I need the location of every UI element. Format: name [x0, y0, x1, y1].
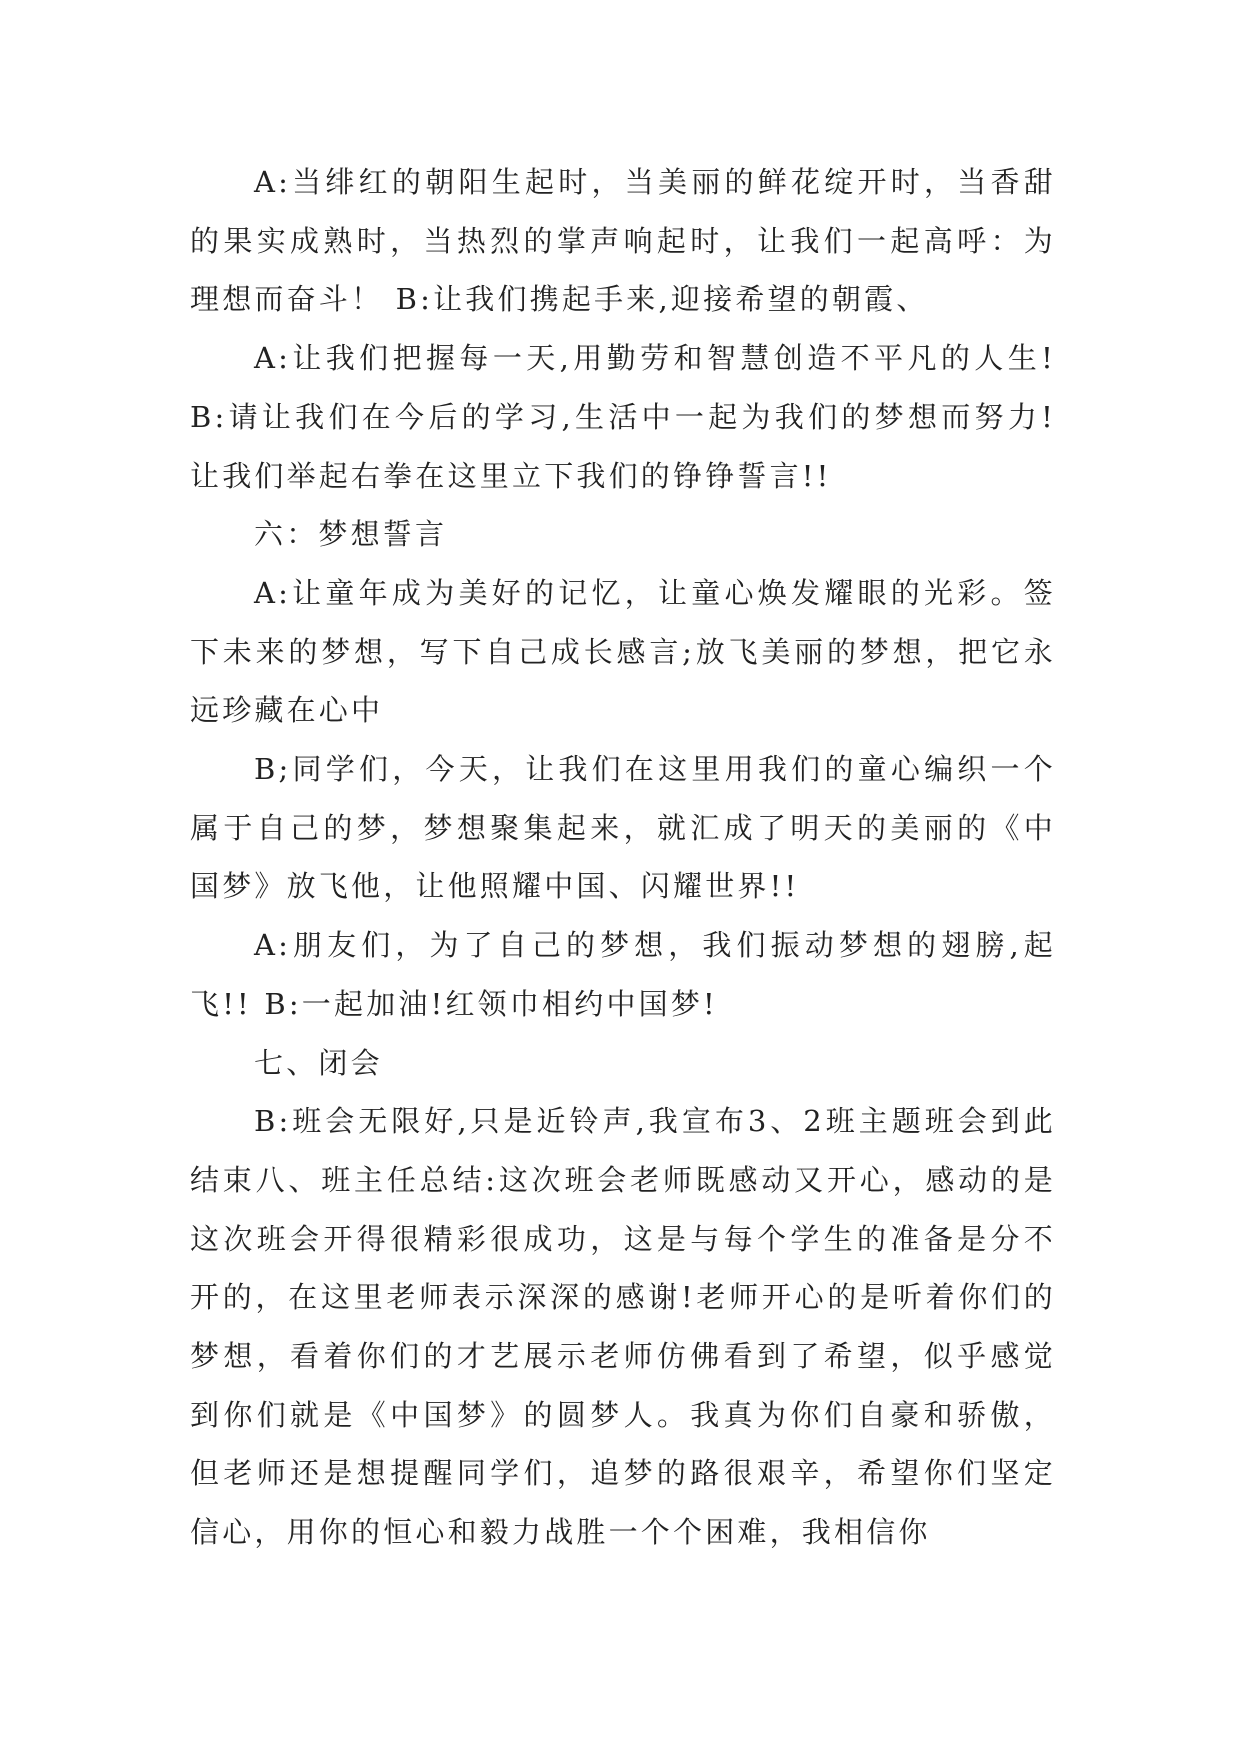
paragraph-5: A:朋友们，为了自己的梦想，我们振动梦想的翅膀,起飞!! B:一起加油!红领巾相约中国梦! — [190, 928, 1056, 1021]
section-heading-closing: 七、闭会 — [254, 1045, 383, 1080]
paragraph-1: A:当绯红的朝阳生起时，当美丽的鲜花绽开时，当香甜的果实成熟时，当热烈的掌声响起时，让我们一起高呼：为理想而奋斗！ B:让我们携起手来,迎接希望的朝霞、 — [190, 165, 1056, 317]
paragraph-4: B;同学们，今天，让我们在这里用我们的童心编织一个属于自己的梦，梦想聚集起来，就汇成了明天的美丽的《中国梦》放飞他，让他照耀中国、闪耀世界!! — [190, 752, 1056, 904]
document-body — [190, 153, 1056, 1562]
paragraph-6: B:班会无限好,只是近铃声,我宣布3、2班主题班会到此结束八、班主任总结:这次班会老师既感动又开心，感动的是这次班会开得很精彩很成功，这是与每个学生的准备是分不开的，在这里老师表示深深的感谢!老师开心的是听着你们的梦想，看着你们的才艺展示老师仿佛看到了希望，似乎感觉到你们就是《中国梦》的圆梦人。我真为你们自豪和骄傲，但老师还是想提醒同学们，追梦的路很艰辛，希望你们坚定信心，用你的恒心和毅力战胜一个个困难，我相信你 — [190, 1104, 1056, 1550]
paragraph-2: A:让我们把握每一天,用勤劳和智慧创造不平凡的人生!B:请让我们在今后的学习,生活中一起为我们的梦想而努力!让我们举起右拳在这里立下我们的铮铮誓言!! — [190, 341, 1056, 493]
section-heading-dream-oath: 六：梦想誓言 — [254, 517, 448, 552]
paragraph-3: A:让童年成为美好的记忆，让童心焕发耀眼的光彩。签下未来的梦想，写下自己成长感言;放飞美丽的梦想，把它永远珍藏在心中 — [190, 575, 1056, 728]
